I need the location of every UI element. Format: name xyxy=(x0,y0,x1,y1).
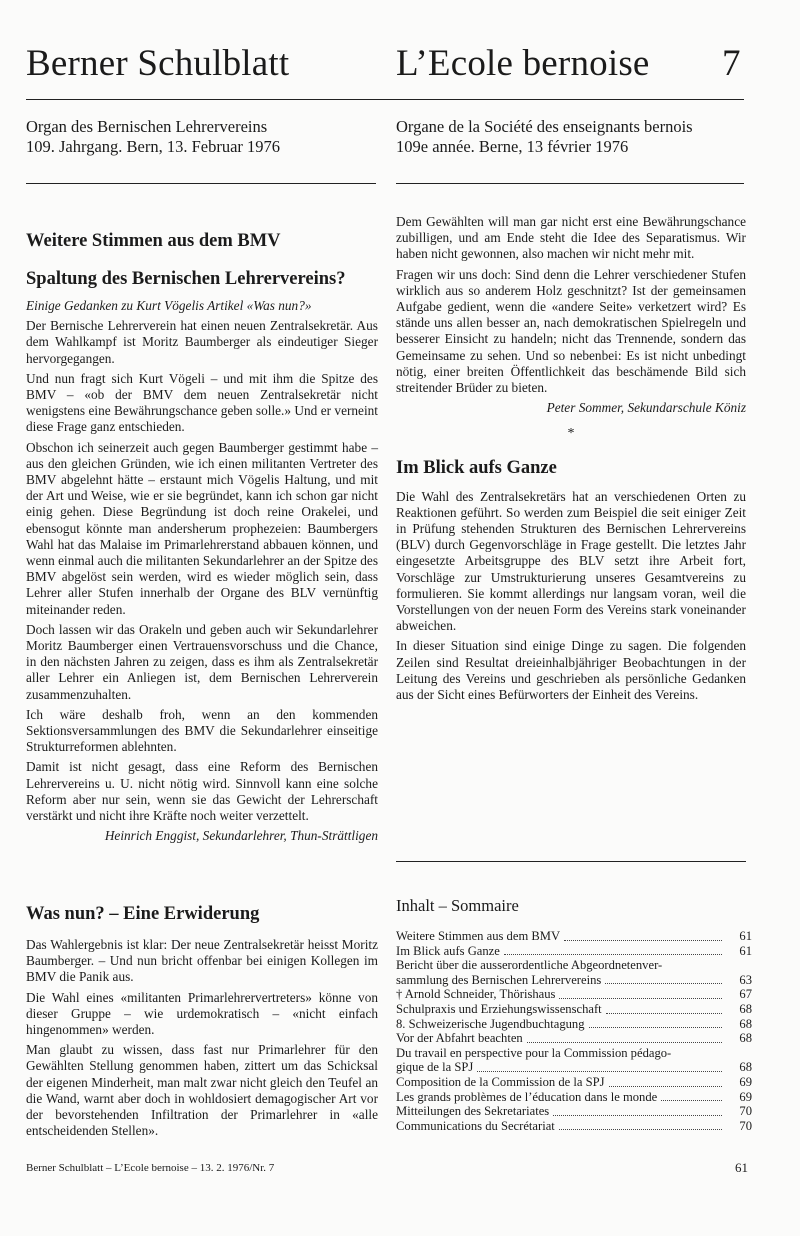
masthead-title-de: Berner Schulblatt xyxy=(26,43,290,84)
toc-item-title: Communications du Secrétariat xyxy=(396,1118,555,1133)
toc-item-title: Im Blick aufs Ganze xyxy=(396,943,500,958)
toc-item-title: Schulpraxis und Erziehungswissenschaft xyxy=(396,1001,602,1016)
toc-leader xyxy=(661,1100,722,1101)
toc-title: Inhalt – Sommaire xyxy=(396,896,519,915)
continuation-paragraph: Fragen wir uns doch: Sind denn die Lehrer verschiedener Stufen wirklich aus so anderem Holz geschnitzt? Ist der gemeinsamen Aufgabe gedient, wenn die «andere Seite» verketzert wird? Es stände uns allen besser an, nach demokratischen Spielregeln und besserer Einsicht zu handeln; nicht das Trennende, sondern das Gemeinsame zu sehen. Und so nebenbei: Es ist nicht unbedingt nötig, einer breiten Öffentlichkeit das beschämende Bild sich streitender Brüder zu bieten. xyxy=(396,266,746,396)
toc-item-title: 8. Schweizerische Jugendbuchtagung xyxy=(396,1016,585,1031)
article1-subtitle: Einige Gedanken zu Kurt Vögelis Artikel «Was nun?» xyxy=(26,298,312,313)
toc-leader xyxy=(559,998,722,999)
article2-title: Was nun? – Eine Erwiderung xyxy=(26,904,260,924)
issue-number: 7 xyxy=(722,43,741,84)
toc-leader xyxy=(605,983,722,984)
toc-leader xyxy=(606,1013,722,1014)
toc-item-title: Weitere Stimmen aus dem BMV xyxy=(396,929,561,943)
toc-item-page: 68 xyxy=(739,1031,752,1046)
toc-leader xyxy=(609,1086,722,1087)
header-rule xyxy=(26,99,744,100)
toc-item[interactable] xyxy=(396,929,752,944)
article1-paragraph: Damit ist nicht gesagt, dass eine Reform des Bernischen Lehrervereins u. U. nicht nötig wird. Sinnvoll kann eine solche Reform aber nur sein, wenn sie das Gewicht der Lehrerschaft verstärkt und nicht ihre Kräfte noch weiter verzettelt. xyxy=(26,759,378,824)
article1-paragraph: Ich wäre deshalb froh, wenn an den kommenden Sektionsversammlungen des BMV die Sekundarlehrer einseitige Strukturreformen ablehnten. xyxy=(26,706,378,755)
masthead-title-fr: L’Ecole bernoise xyxy=(396,43,650,84)
toc-leader xyxy=(564,940,722,941)
footer-credit: Berner Schulblatt – L’Ecole bernoise – 13. 2. 1976/Nr. 7 xyxy=(26,1162,275,1174)
toc-item[interactable] xyxy=(396,1119,752,1134)
article1-paragraph: Und nun fragt sich Kurt Vögeli – und mit ihm die Spitze des BMV – «ob der BMV dem neuen Zentralsekretär nicht wenigstens eine Bewährungschance geben solle.» Und er verneint diese Frage ganz entschieden. xyxy=(26,370,378,435)
toc-item-page: 68 xyxy=(739,1001,752,1016)
article2-paragraph: Das Wahlergebnis ist klar: Der neue Zentralsekretär heisst Moritz Baumberger. – Und nun bricht offenbar bei einigen Kollegen im BMV die Panik aus. xyxy=(26,937,378,985)
toc-item[interactable] xyxy=(396,1090,752,1105)
right-column-rule xyxy=(396,183,744,184)
article2-paragraph: Man glaubt zu wissen, dass fast nur Primarlehrer für den Gewählten Stellung genommen haben, zittert um das Schicksal der eigenen Minderheit, man malt zwar nicht gleich den Teufel an die Wand, warnt aber doch in wohldosiert demagogischer Art vor der bevorstehenden Infiltration der Primarlehrer in «alle entscheidenden Stellen». xyxy=(26,1042,378,1139)
toc-item-page: 70 xyxy=(739,1118,752,1133)
toc-item-title: Composition de la Commission de la SPJ xyxy=(396,1074,605,1089)
article1-paragraph: Doch lassen wir das Orakeln und geben auch wir Sekundarlehrer Moritz Baumberger einen Vertrauensvorschuss und die Chance, in den nächsten Jahren zu zeigen, dass es ihm als Zentralsekretär aller Lehrer ein Anliegen ist, dem Bernischen Lehrerverein zusammenzuhalten. xyxy=(26,621,378,702)
left-column xyxy=(26,230,378,849)
section-title: Weitere Stimmen aus dem BMV xyxy=(26,231,281,251)
subhead-de-line2: 109. Jahrgang. Bern, 13. Februar 1976 xyxy=(26,137,281,156)
toc-item-title: Bericht über die ausserordentliche Abgeordnetenver- xyxy=(396,958,663,973)
article3-paragraph: Die Wahl des Zentralsekretärs hat an verschiedenen Orten zu Reaktionen geführt. So werden zum Beispiel die seit einiger Zeit in Prüfung stehenden Strukturen des Bernischen Lehrervereins (BLV) durch Gegenvorschläge in Frage gestellt. Die letztes Jahr eingesetzte Arbeitsgruppe des BLV setzt ihre Arbeit fort, Vorschläge zur Umstrukturierung unseres Gesamtvereins zu formulieren. Sie kommt allerdings nur langsam voran, weil die Vorstellungen von der neuen Form des Vereins stark voneinander abweichen. xyxy=(396,488,746,634)
toc-item[interactable] xyxy=(396,944,752,959)
toc-item[interactable] xyxy=(396,1017,752,1032)
toc-leader xyxy=(553,1115,722,1116)
toc-leader xyxy=(477,1071,722,1072)
subhead-fr-line1: Organe de la Société des enseignants bernois xyxy=(396,117,693,136)
toc-item-page: 68 xyxy=(739,1016,752,1031)
article1-title: Spaltung des Bernischen Lehrervereins? xyxy=(26,269,346,289)
article3-paragraph: In dieser Situation sind einige Dinge zu sagen. Die folgenden Zeilen sind Resultat dreieinhalbjähriger Beobachtungen in der Leitung des Vereins und geschrieben als persönliche Gedanken aus der Sicht eines Befürworters der Einheit des Vereins. xyxy=(396,638,746,703)
toc-item-page: 63 xyxy=(739,972,752,987)
toc-item-page: 61 xyxy=(739,943,752,958)
toc-item-title: Les grands problèmes de l’éducation dans le monde xyxy=(396,1089,658,1104)
continuation-signature: Peter Sommer, Sekundarschule Köniz xyxy=(546,400,746,416)
toc-leader xyxy=(504,954,722,955)
toc-item[interactable] xyxy=(396,987,752,1002)
left-column-rule xyxy=(26,183,376,184)
toc-item[interactable] xyxy=(396,1104,752,1119)
article1-paragraph: Der Bernische Lehrerverein hat einen neuen Zentralsekretär. Aus dem Wahlkampf ist Moritz Baumberger als eindeutiger Sieger hervorgegangen. xyxy=(26,318,378,366)
toc-item-page: 69 xyxy=(739,1074,752,1089)
toc-item-page: 61 xyxy=(739,929,752,943)
toc-leader xyxy=(589,1027,722,1028)
toc-item-page: 67 xyxy=(739,987,752,1002)
continuation-paragraph: Dem Gewählten will man gar nicht erst eine Bewährungschance zubilligen, und am Ende steht die Idee des Separatismus. Wir haben nicht gewonnen, also machen wir nicht mehr mit. xyxy=(396,214,746,262)
toc-item[interactable] xyxy=(396,1031,752,1046)
toc-item-title-cont: gique de la SPJ xyxy=(396,1060,474,1075)
article1-signature: Heinrich Enggist, Sekundarlehrer, Thun-Strättligen xyxy=(104,828,378,844)
right-column xyxy=(396,214,746,707)
article2-paragraph: Die Wahl eines «militanten Primarlehrervertreters» könne von dieser Gruppe – wie urdemokratisch – «nicht einfach hingenommen» werden. xyxy=(26,989,378,1038)
subhead-de-line1: Organ des Bernischen Lehrervereins xyxy=(26,117,268,136)
footer-page-number: 61 xyxy=(735,1160,748,1175)
toc-item-page: 69 xyxy=(739,1089,752,1104)
toc-leader xyxy=(527,1042,722,1043)
article1-paragraph: Obschon ich seinerzeit auch gegen Baumberger gestimmt habe – aus den gleichen Gründen, wie ich einen militanten Vertreter des BMV abgelehnt hätte – erstaunt mich Vögelis Haltung, und mit der Art und Weise, wie er sie begründet, kann ich schon gar nicht einig gehen. Diese Begründung ist doch reine Orakelei, und ebensogut könnte man andersherum prophezeien: Baumbergers Wahl hat das Malaise im Primarlehrerstand abbauen können, und wenn einmal auch die militanten Sekundarlehrer an der Spitze des BMV abgelöst sein werden, wird es wieder möglich sein, dass Lehrer aller Stufen innerhalb der Organe des BLV vernünftig miteinander reden. xyxy=(26,439,378,617)
toc-item[interactable] xyxy=(396,1046,752,1075)
toc-item-title: Mitteilungen des Sekretariates xyxy=(396,1104,550,1119)
toc-rule xyxy=(396,861,746,862)
separator-star: * xyxy=(567,426,575,442)
toc-item-title: Vor der Abfahrt beachten xyxy=(396,1031,523,1046)
article2 xyxy=(26,903,378,1143)
toc-item[interactable] xyxy=(396,1075,752,1090)
table-of-contents xyxy=(396,895,752,1133)
toc-item-title-cont: sammlung des Bernischen Lehrervereins xyxy=(396,972,602,987)
subhead-fr-line2: 109e année. Berne, 13 février 1976 xyxy=(396,137,629,156)
toc-item-title: Du travail en perspective pour la Commission pédago- xyxy=(396,1045,672,1060)
toc-item-page: 70 xyxy=(739,1104,752,1119)
toc-item[interactable] xyxy=(396,1002,752,1017)
toc-item-title: † Arnold Schneider, Thörishaus xyxy=(396,987,556,1002)
toc-item[interactable] xyxy=(396,958,752,987)
article3-title: Im Blick aufs Ganze xyxy=(396,457,557,478)
toc-leader xyxy=(559,1129,722,1130)
toc-item-page: 68 xyxy=(739,1060,752,1075)
